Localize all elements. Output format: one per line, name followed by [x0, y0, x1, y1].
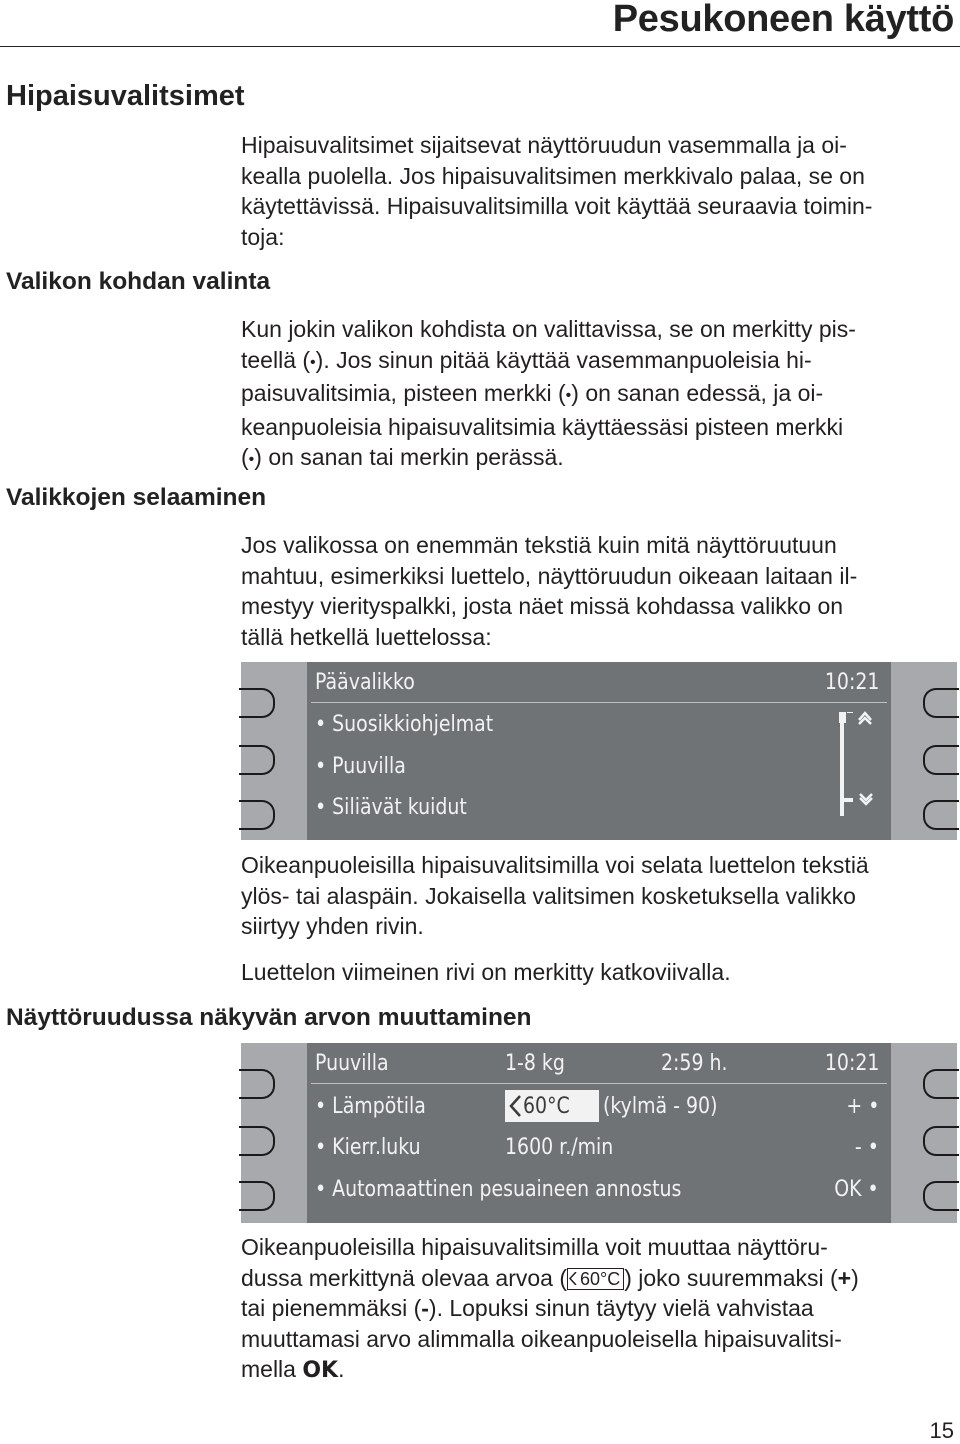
value-change-paragraph: [241, 1232, 956, 1387]
text-line: Oikeanpuoleisilla hipaisuvalitsimilla voi selata luettelon tekstiä: [241, 852, 869, 878]
display-program-settings: [241, 1043, 957, 1223]
text-line: mella OK.: [241, 1356, 345, 1384]
scroll-down-icon: [860, 794, 872, 804]
dot-icon: •: [565, 387, 572, 405]
text-line: ylös- tai alaspäin. Jokaisella valitsimen kosketuksella valikko: [241, 882, 856, 909]
menu-item[interactable]: • Puuvilla: [315, 754, 406, 779]
temperature-value-selected[interactable]: [505, 1090, 599, 1122]
temperature-range: (kylmä - 90): [603, 1094, 718, 1119]
text-line: Hipaisuvalitsimet sijaitsevat näyttöruudun vasemmalla ja oi-: [241, 132, 847, 158]
text-line: muuttamasi arvo alimmalla oikeanpuoleisella hipaisuvalitsi-: [241, 1325, 842, 1352]
plus-symbol: +: [837, 1264, 852, 1291]
text-line: Oikeanpuoleisilla hipaisuvalitsimilla voit muuttaa näyttöru-: [241, 1234, 828, 1260]
heading-hipaisuvalitsimet: Hipaisuvalitsimet: [6, 80, 245, 112]
page-number: 15: [929, 1418, 954, 1443]
last-line-note: Luettelon viimeinen rivi on merkitty katkoviivalla.: [241, 959, 731, 985]
text-line: (•) on sanan tai merkin perässä.: [241, 442, 956, 476]
left-sensor-button-2[interactable]: [239, 745, 275, 775]
temperature-value: 60°C: [523, 1094, 570, 1119]
setting-label-autodose[interactable]: • Automaattinen pesuaineen annostus: [315, 1177, 682, 1202]
right-sensor-button-3[interactable]: [923, 1181, 959, 1211]
clock: 10:21: [824, 670, 879, 695]
display-main-menu: [241, 662, 957, 840]
program-title: Puuvilla: [315, 1051, 389, 1076]
left-sensor-button-3[interactable]: [239, 800, 275, 830]
text-line: paisuvalitsimia, pisteen merkki (•) on sanan edessä, ja oi-: [241, 378, 956, 412]
scroll-up-icon: [859, 713, 871, 724]
right-sensor-button-3[interactable]: [923, 800, 959, 830]
text-line: mahtuu, esimerkiksi luettelo, näyttöruudun oikeaan laitaan il-: [241, 562, 858, 589]
scrollbar[interactable]: [835, 708, 885, 820]
page-header-title: Pesukoneen käyttö: [612, 0, 954, 40]
header-rule: [0, 46, 960, 47]
text-line: kealla puolella. Jos hipaisuvalitsimen merkkivalo palaa, se on: [241, 162, 865, 189]
left-sensor-button-1[interactable]: [239, 1069, 275, 1099]
text-line: teellä (•). Jos sinun pitää käyttää vasemmanpuoleisia hi-: [241, 345, 956, 379]
text-line: tai pienemmäksi (-). Lopuksi sinun täytyy vielä vahvistaa: [241, 1295, 814, 1322]
right-sensor-button-1[interactable]: [923, 688, 959, 718]
menu-item[interactable]: • Siliävät kuidut: [315, 795, 467, 820]
text-line: mestyy vierityspalkki, josta näet missä kohdassa valikko on: [241, 593, 844, 620]
text-line: siirtyy yhden rivin.: [241, 913, 424, 940]
minus-action[interactable]: - •: [854, 1135, 879, 1160]
dot-icon: •: [248, 451, 255, 469]
notch-icon: [569, 1272, 577, 1285]
right-sensor-button-2[interactable]: [923, 745, 959, 775]
ok-action[interactable]: OK •: [834, 1177, 879, 1202]
lcd-screen: [307, 662, 891, 840]
scrolling-explanation: [241, 850, 956, 942]
right-sensor-button-1[interactable]: [923, 1069, 959, 1099]
clock: 10:21: [824, 1051, 879, 1076]
left-sensor-button-1[interactable]: [239, 688, 275, 718]
minus-symbol: -: [421, 1295, 429, 1322]
heading-valikon-kohdan-valinta: Valikon kohdan valinta: [6, 268, 271, 295]
ok-symbol: OK: [302, 1358, 339, 1384]
spin-value: 1600 r./min: [505, 1135, 614, 1160]
left-sensor-button-2[interactable]: [239, 1126, 275, 1156]
setting-label-temperature[interactable]: • Lämpötila: [315, 1094, 426, 1119]
text-line: dussa merkittynä olevaa arvoa ( 60°C ) joko suuremmaksi (+): [241, 1264, 859, 1291]
duration: 2:59 h.: [661, 1051, 728, 1076]
text-line: Jos valikossa on enemmän tekstiä kuin mitä näyttöruutuun: [241, 532, 837, 558]
selection-notch-icon: [509, 1095, 521, 1117]
menu-title: Päävalikko: [315, 670, 415, 695]
scrolling-paragraph: [241, 530, 956, 652]
dot-icon: •: [310, 353, 316, 371]
menu-item[interactable]: • Suosikkiohjelmat: [315, 712, 494, 737]
title-divider: [311, 702, 887, 703]
lcd-screen: [307, 1043, 891, 1223]
intro-paragraph: [241, 130, 956, 252]
heading-valikkojen-selaaminen: Valikkojen selaaminen: [6, 484, 267, 511]
left-sensor-button-3[interactable]: [239, 1181, 275, 1211]
selection-paragraph: [241, 314, 956, 476]
load-capacity: 1-8 kg: [505, 1051, 565, 1076]
title-divider: [311, 1083, 887, 1084]
text-line: Kun jokin valikon kohdista on valittavissa, se on merkitty pis-: [241, 316, 856, 342]
plus-action[interactable]: + •: [845, 1094, 879, 1119]
right-sensor-button-2[interactable]: [923, 1126, 959, 1156]
text-line: keanpuoleisia hipaisuvalitsimia käyttäessäsi pisteen merkki: [241, 413, 844, 440]
setting-label-spin[interactable]: • Kierr.luku: [315, 1135, 421, 1160]
value-box-symbol: 60°C: [567, 1268, 624, 1290]
heading-arvon-muuttaminen: Näyttöruudussa näkyvän arvon muuttaminen: [6, 1004, 532, 1031]
text-line: käytettävissä. Hipaisuvalitsimilla voit käyttää seuraavia toimin-: [241, 193, 873, 220]
text-line: toja:: [241, 223, 285, 250]
text-line: tällä hetkellä luettelossa:: [241, 623, 492, 650]
